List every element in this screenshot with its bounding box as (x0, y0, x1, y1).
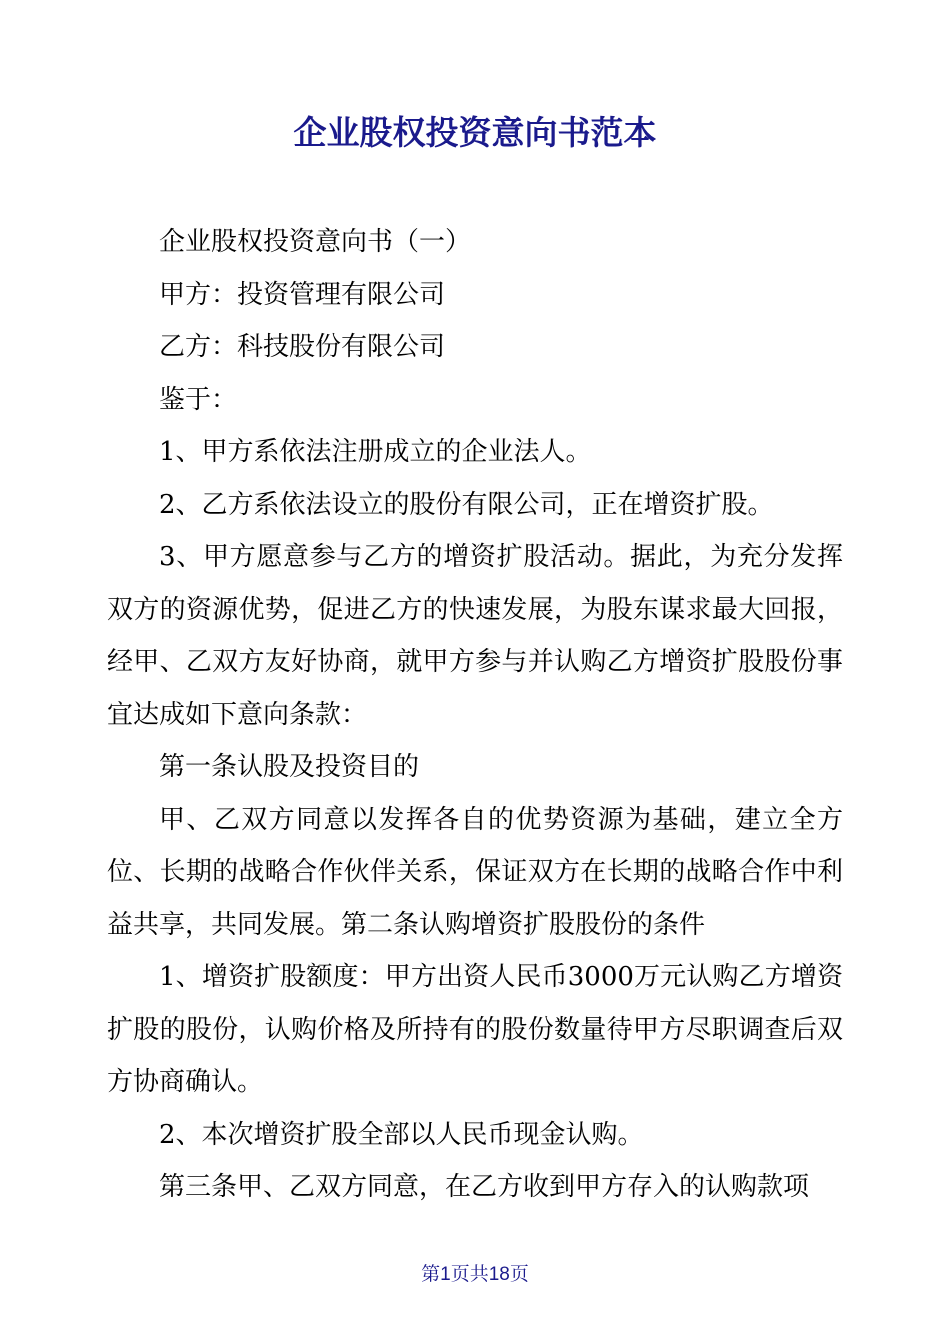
paragraph-subscription-method: 2、本次增资扩股全部以人民币现金认购。 (159, 1119, 644, 1150)
document-body (107, 216, 843, 1214)
paragraph-clause-2: 2、乙方系依法设立的股份有限公司，正在增资扩股。 (159, 489, 774, 520)
paragraph-clause-3: 3、甲方愿意参与乙方的增资扩股活动。据此，为充分发挥双方的资源优势，促进乙方的快速发展，为股东谋求最大回报，经甲、乙双方友好协商，就甲方参与并认购乙方增资扩股股份事宜达成如下意向条款： (107, 542, 843, 730)
paragraph-whereas: 鉴于： (159, 384, 238, 415)
paragraph-heading: 企业股权投资意向书（一） (159, 227, 472, 257)
page-indicator: 第1页共18页 (421, 1264, 529, 1285)
paragraph-article-1-title: 第一条认股及投资目的 (159, 752, 420, 782)
paragraph-party-b: 乙方：科技股份有限公司 (159, 332, 446, 362)
paragraph-party-a: 甲方：投资管理有限公司 (159, 279, 446, 310)
paragraph-article-1-body: 甲、乙双方同意以发挥各自的优势资源为基础，建立全方位、长期的战略合作伙伴关系，保证双方在长期的战略合作中利益共享，共同发展。第二条认购增资扩股股份的条件 (107, 804, 843, 940)
paragraph-clause-1: 1、甲方系依法注册成立的企业法人。 (159, 437, 592, 467)
paragraph-article-3: 第三条甲、乙双方同意，在乙方收到甲方存入的认购款项 (159, 1172, 810, 1202)
document-title: 企业股权投资意向书范本 (293, 113, 657, 152)
paragraph-subscription-amount: 1、增资扩股额度：甲方出资人民币3000万元认购乙方增资扩股的股份，认购价格及所持有的股份数量待甲方尽职调查后双方协商确认。 (107, 962, 843, 1097)
